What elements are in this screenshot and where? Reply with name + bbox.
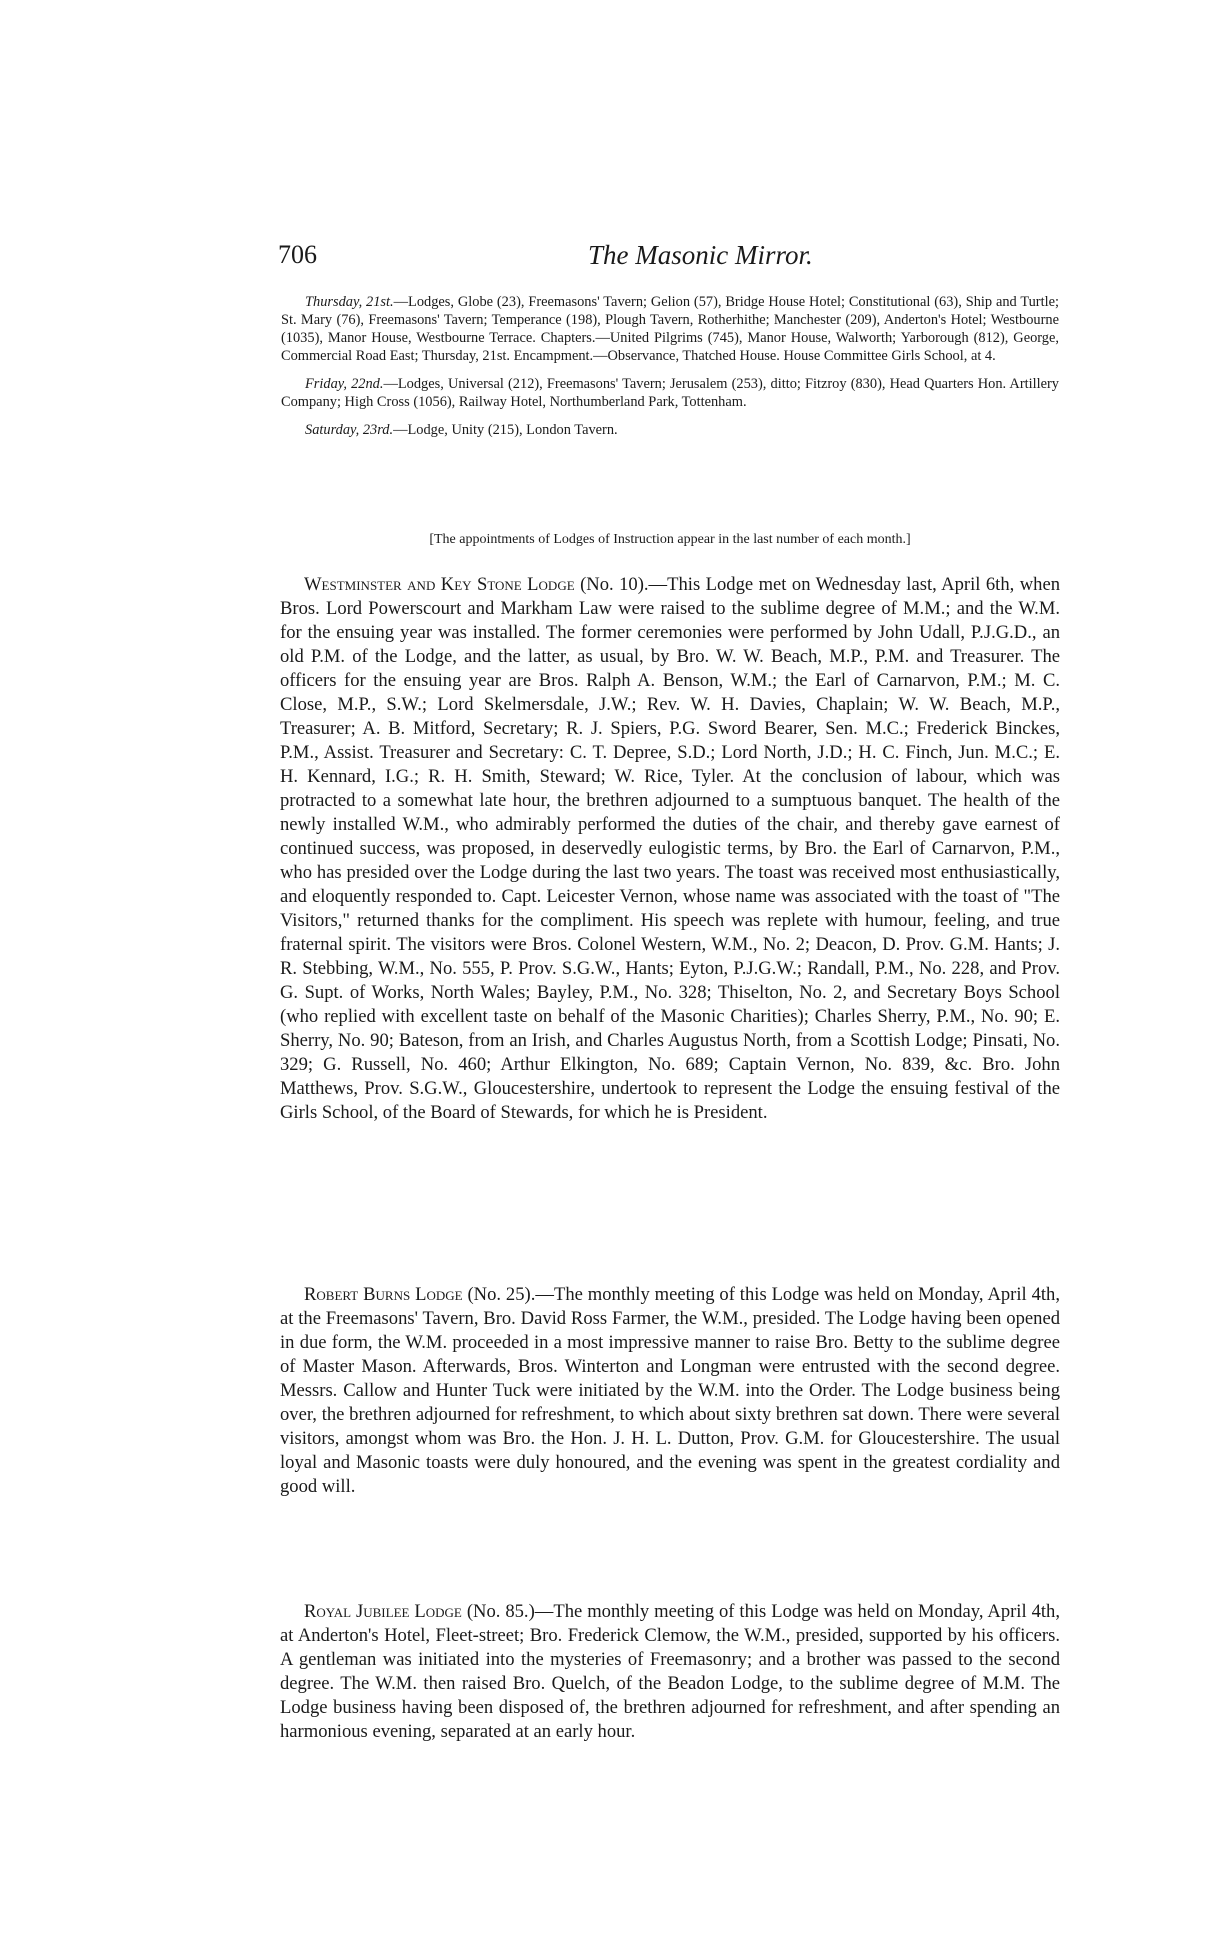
article-body: (No. 85.)—The monthly meeting of this Lodge was held on Monday, April 4th, at Anderton's Hotel, Fleet-street; Bro. Frederick Clemow, the W.M., presided, supported by his officers. A gentleman was initiated into the mysteries of Freemasonry; and a brother was passed to the second degree. The W.M. then raised Bro. Quelch, of the Beadon Lodge, to the sublime degree of M.M. The Lodge business having been disposed of, the brethren adjourned for refreshment, and after spending an harmonious evening, separated at an early hour. — [280, 1601, 1060, 1742]
article-paragraph — [280, 1600, 1060, 1744]
instruction-note: [The appointments of Lodges of Instruction appear in the last number of each month.] — [429, 532, 911, 547]
article-paragraph — [280, 573, 1060, 1125]
page-header — [278, 240, 1058, 274]
article-robert-burns — [280, 1283, 1060, 1499]
calendar-entry-friday — [281, 375, 1059, 411]
article-body: (No. 10).—This Lodge met on Wednesday last, April 6th, when Bros. Lord Powerscourt and Markham Law were raised to the sublime degree of M.M.; and the W.M. for the ensuing year was installed. The former ceremonies were performed by John Udall, P.J.G.D., an old P.M. of the Lodge, and the latter, as usual, by Bro. W. W. Beach, M.P., P.M. and Treasurer. The officers for the ensuing year are Bros. Ralph A. Benson, W.M.; the Earl of Carnarvon, P.M.; M. C. Close, M.P., S.W.; Lord Skelmersdale, J.W.; Rev. W. H. Davies, Chaplain; W. W. Beach, M.P., Treasurer; A. B. Mitford, Secretary; R. J. Spiers, P.G. Sword Bearer, Sen. M.C.; Frederick Binckes, P.M., Assist. Treasurer and Secretary: C. T. Depree, S.D.; Lord North, J.D.; H. C. Finch, Jun. M.C.; E. H. Kennard, I.G.; R. H. Smith, Steward; W. Rice, Tyler. At the conclusion of labour, which was protracted to a somewhat late hour, the brethren adjourned to a sumptuous banquet. The health of the newly installed W.M., who admirably performed the duties of the chair, and thereby gave earnest of continued success, was proposed, in deservedly eulogistic terms, by Bro. the Earl of Carnarvon, P.M., who has presided over the Lodge during the last two years. The toast was received most enthusiastically, and eloquently responded to. Capt. Leicester Vernon, whose name was associated with the toast of "The Visitors," returned thanks for the compliment. His speech was replete with humour, feeling, and true fraternal spirit. The visitors were Bros. Colonel Western, W.M., No. 2; Deacon, D. Prov. G.M. Hants; J. R. Stebbing, W.M., No. 555, P. Prov. S.G.W., Hants; Eyton, P.J.G.W.; Randall, P.M., No. 228, and Prov. G. Supt. of Works, North Wales; Bayley, P.M., No. 328; Thiselton, No. 2, and Secretary Boys School (who replied with excellent taste on behalf of the Masonic Charities); Charles Sherry, P.M., No. 90; E. Sherry, No. 90; Bateson, from an Irish, and Charles Augustus North, from a Scottish Lodge; Pinsati, No. 329; G. Russell, No. 460; Arthur Elkington, No. 689; Captain Vernon, No. 839, &c. Bro. John Matthews, Prov. S.G.W., Gloucestershire, undertook to represent the Lodge the ensuing festival of the Girls School, of the Board of Stewards, for which he is President. — [280, 574, 1061, 1123]
article-royal-jubilee — [280, 1600, 1060, 1744]
calendar-text: —Lodges, Globe (23), Freemasons' Tavern; Gelion (57), Bridge House Hotel; Constitutional (63), Ship and Turtle; St. Mary (76), Freemasons' Tavern; Temperance (198), Plough Tavern, Rotherhithe; Manchester (209), Anderton's Hotel; Westbourne (1035), Manor House, Westbourne Terrace. Chapters.—United Pilgrims (745), Manor House, Walworth; Yarborough (812), George, Commercial Road East; Thursday, 21st. Encampment.—Observance, Thatched House. House Committee Girls School, at 4. — [281, 294, 1059, 364]
article-westminster-key-stone — [280, 573, 1060, 1125]
lodge-name: Royal Jubilee Lodge — [304, 1601, 462, 1622]
lodge-name: Westminster and Key Stone Lodge — [304, 574, 575, 595]
article-body: (No. 25).—The monthly meeting of this Lodge was held on Monday, April 4th, at the Freemasons' Tavern, Bro. David Ross Farmer, the W.M., presided. The Lodge having been opened in due form, the W.M. proceeded in a most impressive manner to raise Bro. Betty to the sublime degree of Master Mason. Afterwards, Bros. Winterton and Longman were entrusted with the second degree. Messrs. Callow and Hunter Tuck were initiated by the W.M. into the Order. The Lodge business being over, the brethren adjourned for refreshment, to which about sixty brethren sat down. There were several visitors, amongst whom was Bro. the Hon. J. H. L. Dutton, Prov. G.M. for Gloucestershire. The usual loyal and Masonic toasts were duly honoured, and the evening was spent in the greatest cordiality and good will. — [280, 1284, 1061, 1497]
calendar-day: Saturday, 23rd. — [305, 422, 394, 438]
calendar-text: —Lodge, Unity (215), London Tavern. — [393, 422, 618, 438]
calendar-text: —Lodges, Universal (212), Freemasons' Tavern; Jerusalem (253), ditto; Fitzroy (830), Head Quarters Hon. Artillery Company; High Cross (1056), Railway Hotel, Northumberland Park, Tottenham. — [281, 376, 1059, 410]
calendar-day: Friday, 22nd. — [305, 376, 384, 392]
lodge-name: Robert Burns Lodge — [304, 1284, 463, 1305]
calendar-entry-saturday — [281, 421, 1059, 439]
calendar-day: Thursday, 21st. — [305, 294, 394, 310]
calendar-entry-thursday — [281, 293, 1059, 365]
article-paragraph — [280, 1283, 1060, 1499]
page-number: 706 — [278, 240, 317, 269]
lodge-meeting-calendar — [281, 293, 1059, 449]
running-title: The Masonic Mirror. — [588, 240, 813, 270]
